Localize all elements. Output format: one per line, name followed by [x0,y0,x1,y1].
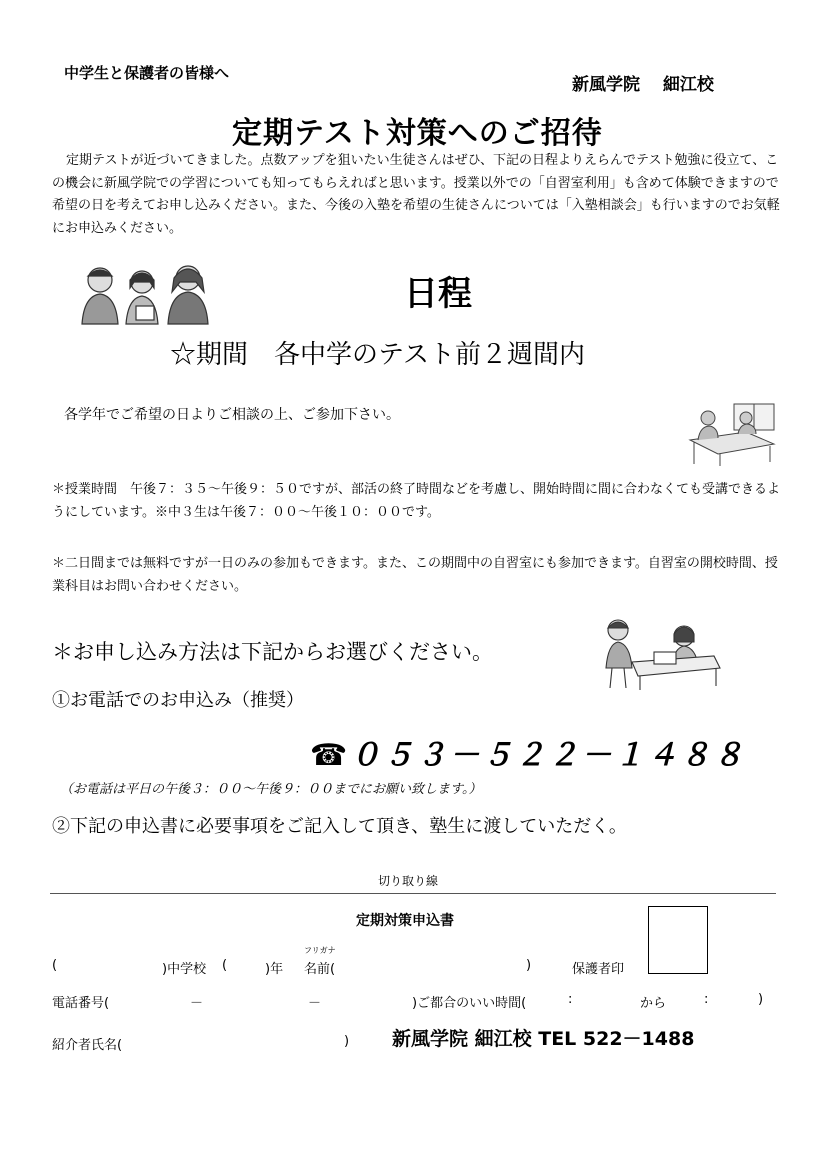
time-paren-close: ) [758,992,764,1007]
time-colon-1: : [568,992,573,1007]
furigana-label: フリガナ [304,946,336,955]
form-title: 定期対策申込書 [356,913,454,929]
cut-line [50,893,776,894]
guardian-stamp-label: 保護者印 [572,962,625,977]
referrer-field[interactable] [130,1030,340,1050]
grade-field[interactable] [232,954,262,974]
phone-hours: （お電話は平日の午後３：００～午後９：００までにお願い致します。） [60,782,482,797]
phone-field[interactable] [118,988,408,1008]
time-colon-2: : [704,992,709,1007]
school-label: )中学校 [162,962,207,977]
schedule-heading: 日程 [404,274,472,314]
phone-icon: ☎ [310,738,351,773]
school-field[interactable] [64,954,160,974]
class-time-note: ＊授業時間 午後７：３５～午後９：５０ですが、部活の終了時間などを考慮し、開始時間に間に合わなくても受講できるようにしています。※中３生は午後７：００～午後１０：００です。 [52,482,781,520]
studying-students-illustration [596,616,722,692]
schedule-period: ☆期間 各中学のテスト前２週間内 [170,340,585,370]
schedule-note: 各学年でご希望の日よりご相談の上、ご参加下さい。 [64,407,400,423]
guardian-stamp-box[interactable] [648,906,708,974]
footer-contact: 新風学院 細江校 TEL 522－1488 [392,1028,695,1050]
referrer-paren-close: ) [344,1034,350,1049]
grade-label: )年 [265,962,284,977]
students-teacher-illustration [80,262,216,326]
name-label: 名前( [304,962,336,977]
free-trial-note: ＊二日間までは無料ですが一日のみの参加もできます。また、この期間中の自習室にも参加できます。自習室の開校時間、授業科目はお問い合わせください。 [52,556,778,594]
classroom-illustration [684,402,776,468]
intro-paragraph: 定期テストが近づいてきました。点数アップを狙いたい生徒さんはぜひ、下記の日程よりえらんでテスト勉強に役立て、この機会に新風学院での学習についても知ってもらえればと思います。授業以外での「自習室利用」も含めて体験できますので希望の日を考えてお申し込みください。また、今後の入塾を希望の生徒さんについては「入塾相談会」も行いますのでお気軽にお申込みください。 [52,153,780,236]
apply-option-form: ②下記の申込書に必要事項をご記入して頂き、塾生に渡していただく。 [52,816,627,837]
time-from-label: から [640,996,667,1011]
cut-line-label: 切り取り線 [378,874,439,888]
name-field[interactable] [342,954,522,974]
phone-label: 電話番号( [52,996,110,1011]
grade-paren-open: ( [222,958,228,973]
referrer-label: 紹介者氏名( [52,1038,123,1053]
addressee: 中学生と保護者の皆様へ [64,64,230,82]
apply-heading: ＊お申し込み方法は下記からお選びください。 [52,640,493,664]
preferred-time-label: )ご都合のいい時間( [412,996,527,1011]
phone-number-line[interactable] [310,730,746,774]
school-paren-open: ( [52,958,58,973]
school-name: 新風学院 細江校 [572,75,714,95]
phone-number: ０５３－５２２－１４８８ [350,738,747,773]
phone-dash-1: － [190,996,204,1011]
phone-dash-2: － [308,996,322,1011]
name-paren-close: ) [526,958,532,973]
apply-option-phone: ①お電話でのお申込み（推奨） [52,690,304,711]
page-title: 定期テスト対策へのご招待 [232,116,603,151]
